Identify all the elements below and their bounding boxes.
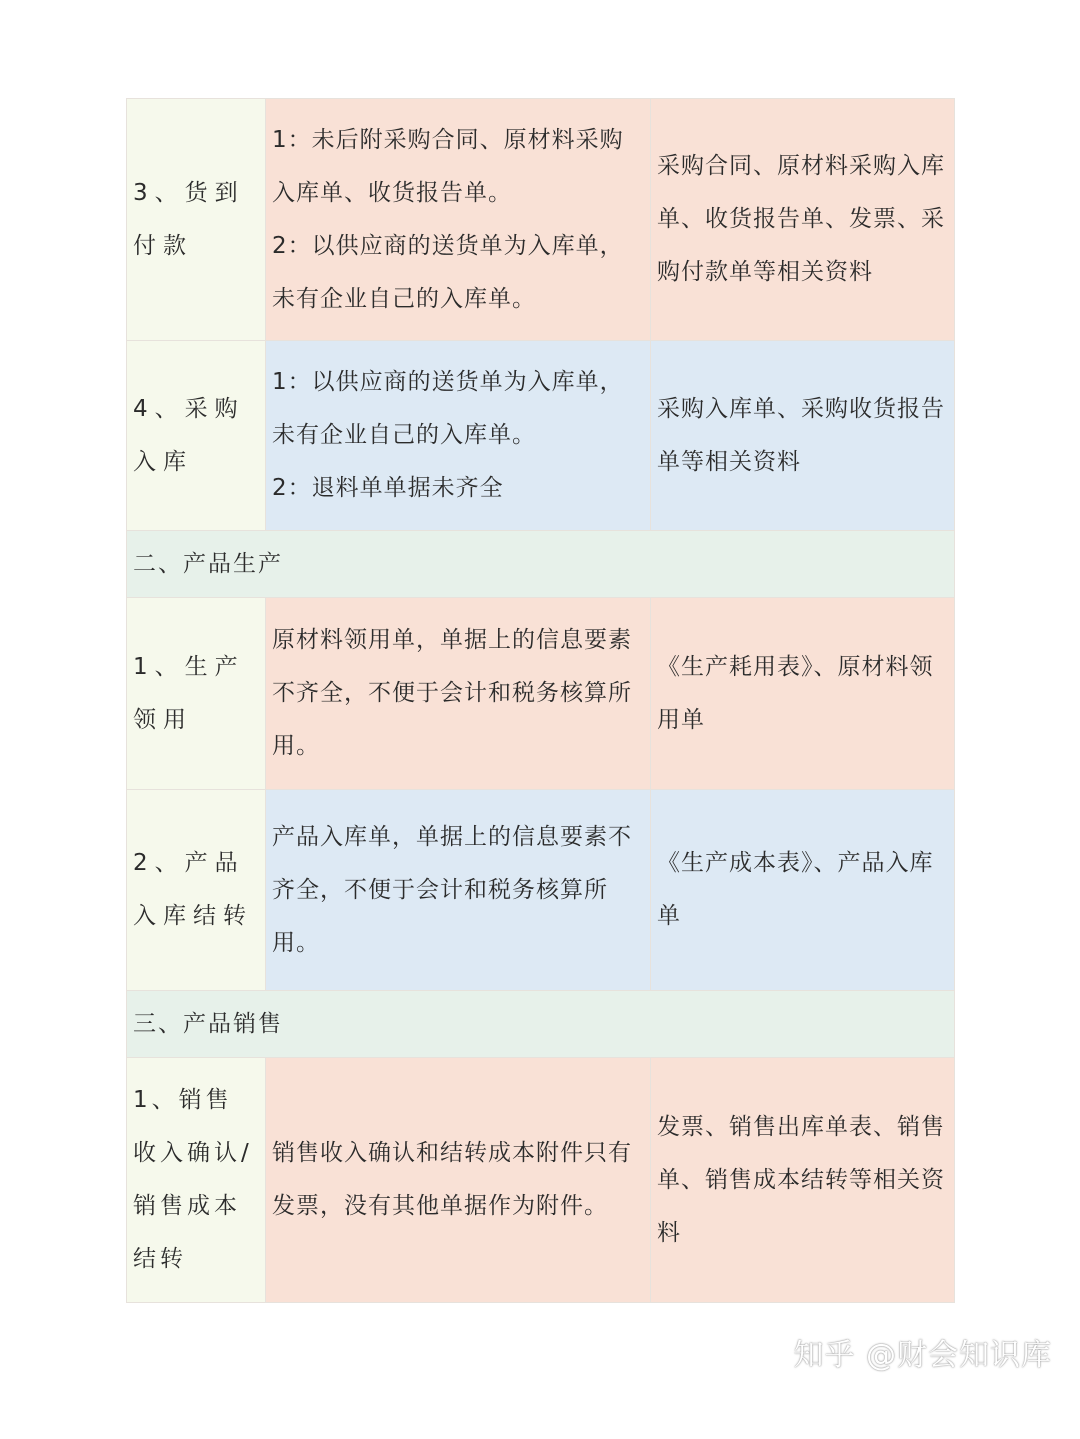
item-cell: 1、生产领用 [127,598,266,790]
issue-text: 原材料领用单，单据上的信息要素不齐全，不便于会计和税务核算所用。 [272,627,632,759]
issue-cell [266,99,651,341]
issue-text: 销售收入确认和结转成本附件只有发票，没有其他单据作为附件。 [272,1140,632,1219]
document-cell: 采购入库单、采购收货报告单等相关资料 [651,341,955,531]
issue-text: 产品入库单，单据上的信息要素不齐全，不便于会计和税务核算所用。 [272,823,632,956]
document-cell: 《生产耗用表》、原材料领用单 [651,598,955,790]
table-row [127,598,955,790]
section-title: 三、产品销售 [127,991,955,1058]
section-row [127,991,955,1058]
issue-cell [266,1058,651,1303]
item-cell: 2、产品入库结转 [127,790,266,991]
table-row [127,790,955,991]
issue-cell [266,598,651,790]
section-title: 二、产品生产 [127,531,955,598]
table-row [127,341,955,531]
issue-text: 1：以供应商的送货单为入库单，未有企业自己的入库单。 [272,369,624,448]
issue-text: 1：未后附采购合同、原材料采购入库单、收货报告单。 [272,126,624,206]
issue-cell [266,790,651,991]
item-cell: 4、采购入库 [127,341,266,531]
issue-text: 2：以供应商的送货单为入库单，未有企业自己的入库单。 [272,232,624,312]
document-cell: 采购合同、原材料采购入库单、收货报告单、发票、采购付款单等相关资料 [651,99,955,341]
watermark: 知乎 @财会知识库 [793,1338,1052,1373]
document-table [126,98,955,1303]
item-cell: 1、销售收入确认/销售成本结转 [127,1058,266,1303]
item-cell: 3、货到付款 [127,99,266,341]
document-cell: 《生产成本表》、产品入库单 [651,790,955,991]
document-cell: 发票、销售出库单表、销售单、销售成本结转等相关资料 [651,1058,955,1303]
issue-cell [266,341,651,531]
table-row [127,1058,955,1303]
section-row [127,531,955,598]
issue-text: 2：退料单单据未齐全 [272,475,504,501]
table-row [127,99,955,341]
